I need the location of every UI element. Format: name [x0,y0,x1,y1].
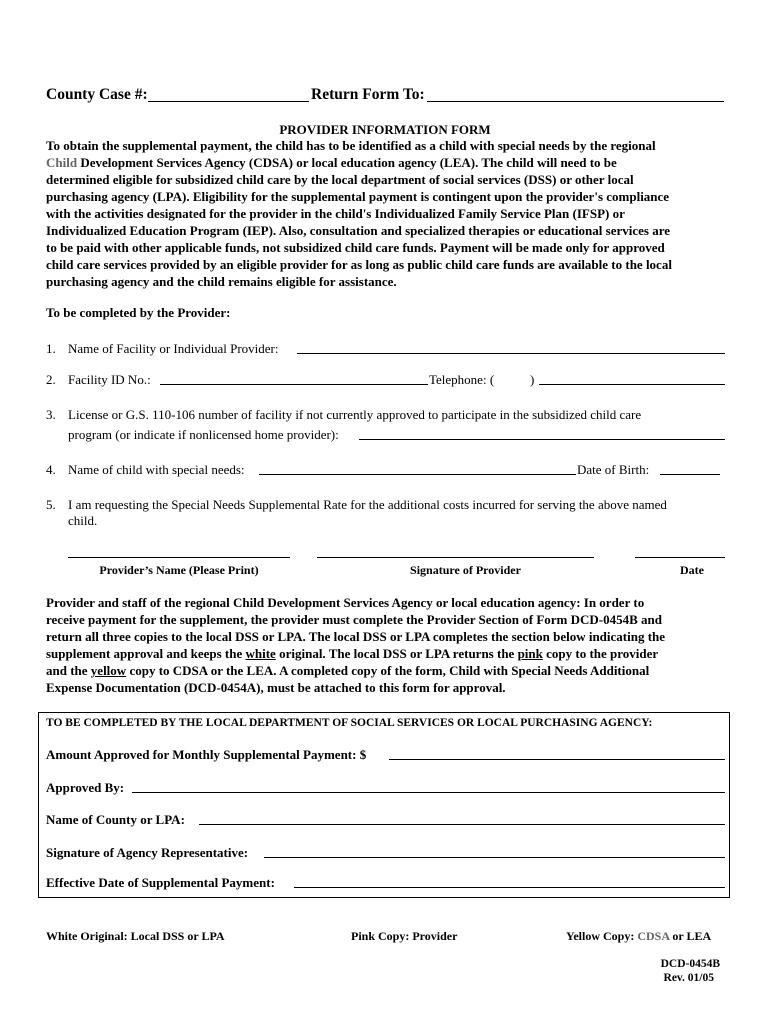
q5-number: 5. [46,497,56,512]
intro-line-1: To obtain the supplemental payment, the child has to be identified as a child with special needs by the regional [46,138,656,153]
provider-name-caption: Provider’s Name (Please Print) [99,563,259,577]
provider-signature-line[interactable] [317,557,594,558]
q5-line-2: child. [68,513,98,528]
form-number: DCD-0454B [660,958,720,970]
approved-by-field[interactable] [132,792,725,793]
instructions-line-4: supplement approval and keeps the white original. The local DSS or LPA returns the pink copy to the provider [46,646,659,661]
q4-number: 4. [46,462,56,477]
county-case-label: County Case #: [46,86,148,103]
provider-name-line[interactable] [68,557,290,558]
telephone-field[interactable] [539,384,725,385]
q1-label: Name of Facility or Individual Provider: [68,341,279,356]
q5-line-1: I am requesting the Special Needs Supplemental Rate for the additional costs incurred for serving the above named [68,497,667,512]
approved-by-label: Approved By: [46,780,125,795]
instructions-paragraph [46,594,726,696]
footer-white-copy: White Original: Local DSS or LPA [46,929,225,943]
q2-label: Facility ID No.: [68,372,151,387]
intro-line-5: with the activities designated for the provider in the child's Individualized Family Service Plan (IFSP) or [46,206,625,221]
facility-name-field[interactable] [297,353,725,354]
child-name-field[interactable] [259,474,576,475]
white-word: white [245,646,276,661]
telephone-label: Telephone: ( [429,372,495,387]
return-form-label: Return Form To: [311,86,425,103]
intro-line-2: Child Development Services Agency (CDSA) or local education agency (LEA). The child will need to be [46,155,617,170]
return-form-field[interactable] [427,101,724,102]
provider-signature-caption: Signature of Provider [410,563,521,577]
facility-id-field[interactable] [160,384,428,385]
intro-line-8: child care services provided by an eligible provider for as long as public child care funds are available to the local [46,257,672,272]
q3-line-1: License or G.S. 110-106 number of facility if not currently approved to participate in the subsidized child care [68,407,642,422]
footer-pink-copy: Pink Copy: Provider [351,929,458,943]
q1-number: 1. [46,341,56,356]
intro-paragraph [46,137,726,290]
dob-label: Date of Birth: [577,462,650,477]
agency-signature-field[interactable] [264,857,725,858]
yellow-word: yellow [90,663,127,678]
effective-date-label: Effective Date of Supplemental Payment: [46,875,275,890]
intro-line-9: purchasing agency and the child remains eligible for assistance. [46,274,397,289]
intro-line-3: determined eligible for subsidized child care by the local department of social services (DSS) or other local [46,172,634,187]
provider-date-line[interactable] [635,557,725,558]
form-revision: Rev. 01/05 [663,972,714,984]
dob-field[interactable] [660,474,720,475]
provider-date-caption: Date [680,563,704,577]
agency-section-box [38,712,730,898]
county-case-field[interactable] [148,101,309,102]
effective-date-field[interactable] [294,887,725,888]
license-number-field[interactable] [359,439,725,440]
instructions-line-1: Provider and staff of the regional Child Development Services Agency or local education agency: In order to [46,595,645,610]
intro-line-7: to be paid with other applicable funds, not subsidized child care funds. Payment will be made only for approved [46,240,665,255]
agency-section-heading: TO BE COMPLETED BY THE LOCAL DEPARTMENT OF SOCIAL SERVICES OR LOCAL PURCHASING AGENCY: [46,717,653,729]
county-lpa-field[interactable] [199,824,725,825]
agency-signature-label: Signature of Agency Representative: [46,845,249,860]
footer-cdsa-word: CDSA [637,929,670,943]
instructions-line-2: receive payment for the supplement, the provider must complete the Provider Section of Form DCD-0454B and [46,612,662,627]
telephone-close-paren: ) [530,372,535,387]
q3-number: 3. [46,407,56,422]
intro-line-6: Individualized Education Program (IEP). Also, consultation and specialized therapies or educational services are [46,223,671,238]
instructions-line-3: return all three copies to the local DSS or LPA. The local DSS or LPA completes the section below indicating the [46,629,666,644]
provider-section-heading: To be completed by the Provider: [46,305,231,320]
pink-word: pink [517,646,543,661]
amount-approved-label: Amount Approved for Monthly Supplemental Payment: $ [46,747,367,762]
footer-yellow-copy: Yellow Copy: CDSA or LEA [566,929,712,943]
instructions-line-5: and the yellow copy to CDSA or the LEA. A completed copy of the form, Child with Special Needs Additional [46,663,650,678]
county-lpa-label: Name of County or LPA: [46,812,185,827]
instructions-line-6: Expense Documentation (DCD-0454A), must be attached to this form for approval. [46,680,506,695]
q2-number: 2. [46,372,56,387]
intro-line-4: purchasing agency (LPA). Eligibility for the supplemental payment is contingent upon the provider's compliance [46,189,670,204]
amount-approved-field[interactable] [389,759,725,760]
q4-label: Name of child with special needs: [68,462,245,477]
form-title: PROVIDER INFORMATION FORM [279,122,491,137]
q3-line-2: program (or indicate if nonlicensed home provider): [68,427,339,442]
intro-child-word: Child [46,155,78,170]
